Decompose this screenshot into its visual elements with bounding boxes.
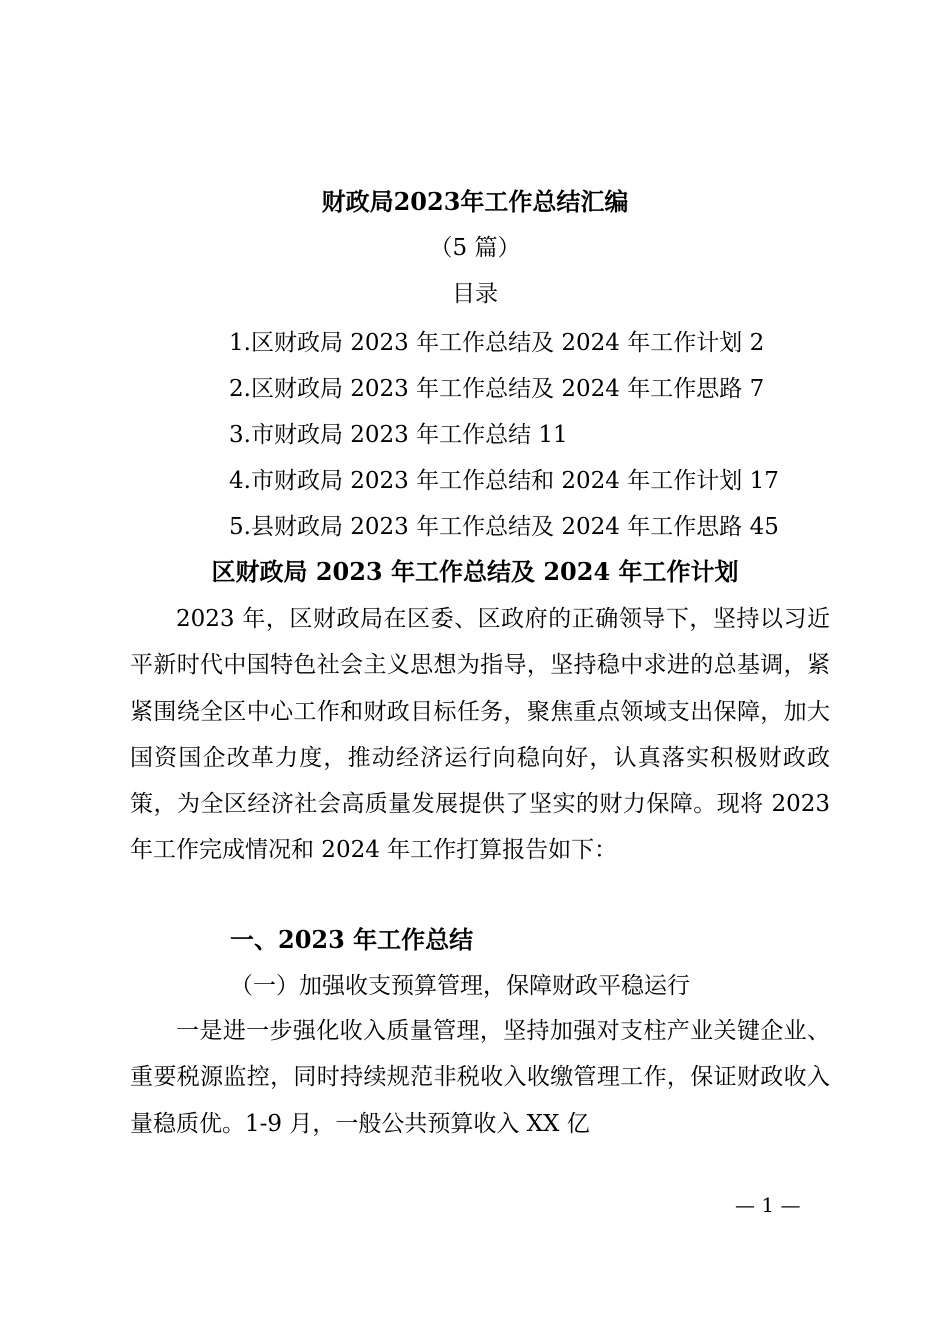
- body-paragraph: 一是进一步强化收入质量管理，坚持加强对支柱产业关键企业、重要税源监控，同时持续规范非税收入收缴管理工作，保证财政收入量稳质优。1-9 月，一般公共预算收入 XX 亿: [130, 1018, 830, 1137]
- toc-item: 5.县财政局 2023 年工作总结及 2024 年工作思路 45: [229, 514, 779, 540]
- table-of-contents: [229, 320, 779, 550]
- toc-item: 4.市财政局 2023 年工作总结和 2024 年工作计划 17: [229, 468, 779, 494]
- toc-heading: 目录: [452, 281, 498, 307]
- toc-item: 3.市财政局 2023 年工作总结 11: [229, 422, 568, 448]
- heading-level-2: （一）加强收支预算管理，保障财政平稳运行: [230, 973, 690, 999]
- intro-paragraph: 2023 年，区财政局在区委、区政府的正确领导下，坚持以习近平新时代中国特色社会主义思想为指导，坚持稳中求进的总基调，紧紧围绕全区中心工作和财政目标任务，聚焦重点领域支出保障，加大国资国企改革力度，推动经济运行向稳向好，认真落实积极财政政策，为全区经济社会高质量发展提供了坚实的财力保障。现将 2023 年工作完成情况和 2024 年工作打算报告如下：: [130, 606, 830, 864]
- toc-item: 1.区财政局 2023 年工作总结及 2024 年工作计划 2: [229, 330, 765, 356]
- document-subtitle: （5 篇）: [429, 235, 521, 261]
- heading-level-1: 一、2023 年工作总结: [230, 925, 474, 954]
- page-number: — 1 —: [735, 1193, 801, 1217]
- document-title: 财政局2023年工作总结汇编: [321, 187, 629, 216]
- section-title: 区财政局 2023 年工作总结及 2024 年工作计划: [211, 557, 739, 586]
- toc-item: 2.区财政局 2023 年工作总结及 2024 年工作思路 7: [229, 376, 765, 402]
